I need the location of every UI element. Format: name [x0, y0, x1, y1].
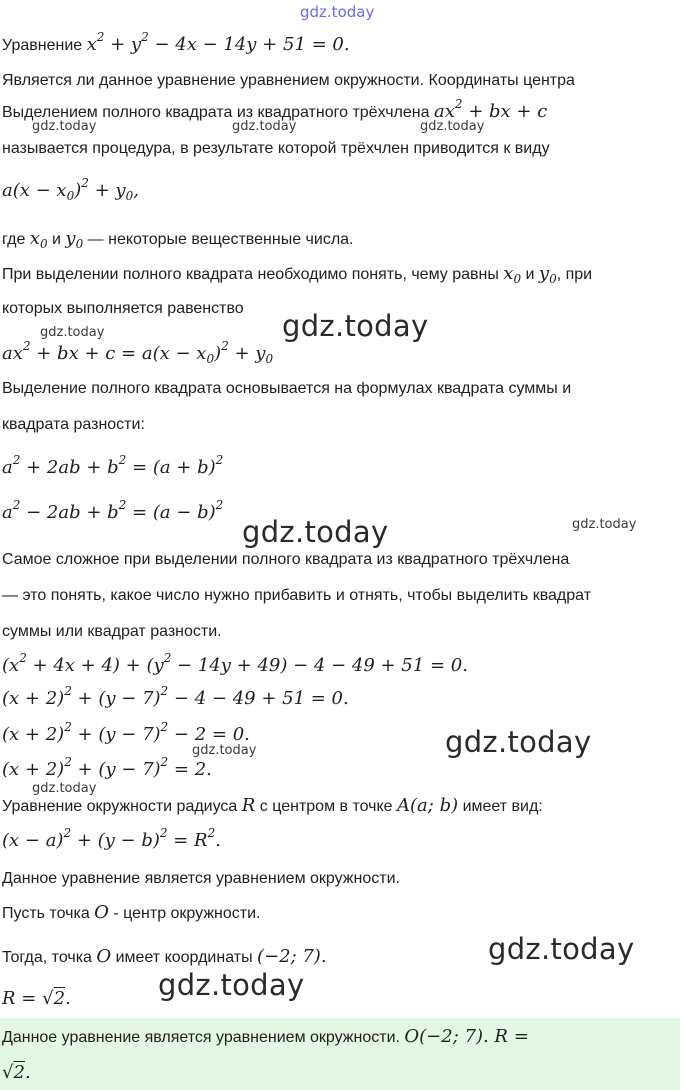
text: — некоторые вещественные числа.	[83, 231, 354, 248]
radius-value: R = √2.	[2, 988, 71, 1009]
answer-block	[0, 1018, 680, 1090]
text: , при	[556, 266, 593, 283]
formula: O	[94, 902, 109, 923]
watermark: gdz.today	[40, 325, 105, 340]
formula-diff-square: $a^2 - 2ab + b^2 = (a - b)^2$	[2, 498, 224, 523]
paragraph-line	[2, 263, 592, 286]
watermark: gdz.today	[32, 119, 97, 134]
text: Выделением полного квадрата из квадратного трёхчлена	[2, 104, 434, 121]
paragraph-line: которых выполняется равенство	[2, 300, 244, 317]
text: Тогда, точка	[2, 949, 97, 966]
formula: $x_0$	[503, 263, 522, 286]
solution-step	[2, 684, 349, 711]
watermark-top: gdz.today	[300, 3, 375, 21]
paragraph-line	[2, 97, 548, 124]
text: - центр окружности.	[108, 905, 261, 922]
watermark: gdz.today	[420, 119, 485, 134]
watermark: gdz.today	[32, 781, 97, 796]
text: где	[2, 231, 30, 248]
formula-sum-square: $a^2 + 2ab + b^2 = (a + b)^2$	[2, 453, 224, 478]
solution-step	[2, 755, 212, 782]
text: с центром в точке	[255, 798, 398, 815]
text: имеет координаты	[111, 949, 258, 966]
formula-line	[2, 498, 224, 525]
watermark: gdz.today	[445, 725, 592, 759]
formula: √2.	[2, 1062, 31, 1083]
formula-line	[2, 453, 224, 480]
formula: $ax^2$ + bx + $c = a(x - x_0)^2 + y_0$	[2, 339, 274, 366]
equation: $x^2 + y^2 - 4x - 14y + 51 = 0$.	[86, 30, 350, 55]
formula: $(x^2 + 4x + 4) + (y^2 - 14y + 49) - 4 - 49 + 51 = 0$.	[2, 651, 468, 676]
text: При выделении полного квадрата необходимо понять, чему равны	[2, 266, 504, 283]
paragraph-line: — это понять, какое число нужно прибавить и отнять, чтобы выделить квадрат	[2, 587, 592, 604]
paragraph-line: суммы или квадрат разности.	[2, 623, 222, 640]
formula: $y_0$	[65, 228, 84, 251]
paragraph-line: называется процедура, в результате которой трёхчлен приводится к виду	[2, 140, 550, 157]
formula: O	[96, 946, 112, 967]
formula: $a(x - x_0)^2 + y_0$,	[2, 176, 139, 203]
paragraph-line	[2, 228, 354, 251]
text: и	[47, 231, 66, 248]
paragraph-line	[2, 902, 260, 925]
paragraph-line: Данное уравнение является уравнением окружности.	[2, 870, 400, 887]
formula: $(x + 2)^2 + (y - 7)^2 - 2 = 0$.	[2, 720, 250, 745]
text: имеет вид:	[458, 798, 543, 815]
paragraph-line: квадрата разности:	[2, 416, 145, 433]
watermark: gdz.today	[232, 119, 297, 134]
formula: $ax^2$ + bx + c	[433, 97, 548, 122]
answer-line	[2, 1026, 529, 1049]
formula-line	[2, 176, 139, 203]
text: и	[521, 266, 539, 283]
text: Уравнение	[2, 37, 87, 54]
formula: $x_0$	[29, 228, 48, 251]
answer-line	[2, 1062, 31, 1085]
paragraph-line: Самое сложное при выделении полного квадрата из квадратного трёхчлена	[2, 551, 570, 568]
paragraph-line: Выделение полного квадрата основывается на формулах квадрата суммы и	[2, 380, 572, 397]
formula: $(x + 2)^2 + (y - 7)^2 - 4 - 49 + 51 = 0$.	[2, 684, 349, 709]
formula-line	[2, 339, 274, 366]
formula: (−2; 7).	[257, 946, 327, 967]
formula: $(x + 2)^2 + (y - 7)^2 = 2$.	[2, 755, 212, 780]
question-text: Является ли данное уравнение уравнением окружности. Координаты центра	[2, 72, 575, 89]
watermark: gdz.today	[488, 932, 635, 966]
text: Уравнение окружности радиуса	[2, 798, 242, 815]
formula: $y_0$	[538, 263, 557, 286]
paragraph-line	[2, 795, 543, 818]
solution-step	[2, 720, 250, 747]
watermark: gdz.today	[192, 743, 257, 758]
formula: A(a; b)	[397, 795, 459, 816]
circle-equation: $(x - a)^2 + (y - b)^2 = R^2$.	[2, 826, 221, 851]
formula: O(−2; 7). R =	[404, 1026, 529, 1047]
paragraph-line	[2, 946, 327, 969]
watermark: gdz.today	[158, 968, 305, 1002]
formula: R	[241, 795, 256, 816]
text: Пусть точка	[2, 905, 95, 922]
formula-line	[2, 988, 71, 1011]
watermark: gdz.today	[572, 517, 637, 532]
solution-step	[2, 651, 468, 678]
problem-statement	[2, 30, 350, 57]
formula-line	[2, 826, 221, 853]
text: Данное уравнение является уравнением окружности.	[2, 1029, 405, 1046]
watermark: gdz.today	[242, 515, 389, 549]
watermark: gdz.today	[282, 309, 429, 343]
